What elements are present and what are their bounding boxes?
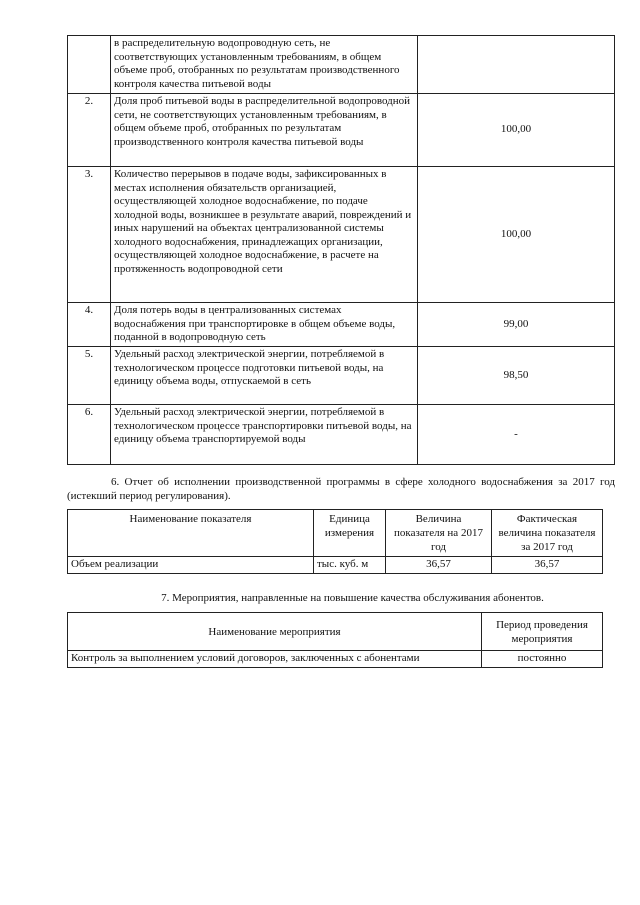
table-row (68, 405, 615, 465)
row-number: 2. (68, 94, 111, 167)
row-description: Удельный расход электрической энергии, потребляемой в технологическом процессе подготовки питьевой воды, на единицу объема воды, отпускаемой в сеть (111, 347, 418, 405)
measure-name: Контроль за выполнением условий договоров, заключенных с абонентами (68, 651, 482, 668)
column-header: Единица измерения (314, 510, 386, 557)
column-header: Фактическая величина показателя за 2017 год (492, 510, 603, 557)
indicators-table (67, 35, 615, 465)
row-description: Количество перерывов в подаче воды, зафиксированных в местах исполнения обязательств организацией, осуществляющей холодное водоснабжение, по подаче холодной воды, возникшее в результате аварий, повреждений и иных нарушений на объектах централизованной системы холодного водоснабжения, принадлежащих организации, осуществляющей холодное водоснабжение, в расчете на протяженность водопроводной сети (111, 167, 418, 303)
table-row (68, 651, 603, 668)
measures-table (67, 612, 603, 668)
row-value: 100,00 (418, 94, 615, 167)
row-value: 98,50 (418, 347, 615, 405)
indicator-unit: тыс. куб. м (314, 557, 386, 574)
row-value: 99,00 (418, 303, 615, 347)
row-value: - (418, 405, 615, 465)
indicator-planned: 36,57 (386, 557, 492, 574)
row-description: Доля проб питьевой воды в распределительной водопроводной сети, не соответствующих установленным требованиям, в общем объеме проб, отобранных по результатам производственного контроля качества питьевой воды (111, 94, 418, 167)
table-row (68, 347, 615, 405)
program-report-table (67, 509, 603, 574)
table-row (68, 36, 615, 94)
row-value: 100,00 (418, 167, 615, 303)
table-row (68, 557, 603, 574)
column-header: Наименование показателя (68, 510, 314, 557)
row-description: Удельный расход электрической энергии, потребляемой в технологическом процессе транспортировки питьевой воды, на единицу объема транспортируемой воды (111, 405, 418, 465)
table-row (68, 303, 615, 347)
row-number: 3. (68, 167, 111, 303)
table-row (68, 167, 615, 303)
column-header: Период проведения мероприятия (482, 613, 603, 651)
row-number (68, 36, 111, 94)
row-description: в распределительную водопроводную сеть, не соответствующих установленным требованиям, в общем объеме проб, отобранных по результатам производственного контроля качества питьевой воды (111, 36, 418, 94)
table-row (68, 94, 615, 167)
section-6-heading: 6. Отчет об исполнении производственной программы в сфере холодного водоснабжения за 2017 год (истекший период регулирования). (67, 476, 615, 502)
row-number: 6. (68, 405, 111, 465)
table-header-row (68, 510, 603, 557)
indicator-name: Объем реализации (68, 557, 314, 574)
column-header: Величина показателя на 2017 год (386, 510, 492, 557)
row-description: Доля потерь воды в централизованных системах водоснабжения при транспортировке в общем объеме воды, поданной в водопроводную сеть (111, 303, 418, 347)
row-value (418, 36, 615, 94)
row-number: 5. (68, 347, 111, 405)
measure-period: постоянно (482, 651, 603, 668)
section-7-heading: 7. Мероприятия, направленные на повышение качества обслуживания абонентов. (161, 592, 544, 604)
row-number: 4. (68, 303, 111, 347)
table-header-row (68, 613, 603, 651)
column-header: Наименование мероприятия (68, 613, 482, 651)
indicator-actual: 36,57 (492, 557, 603, 574)
